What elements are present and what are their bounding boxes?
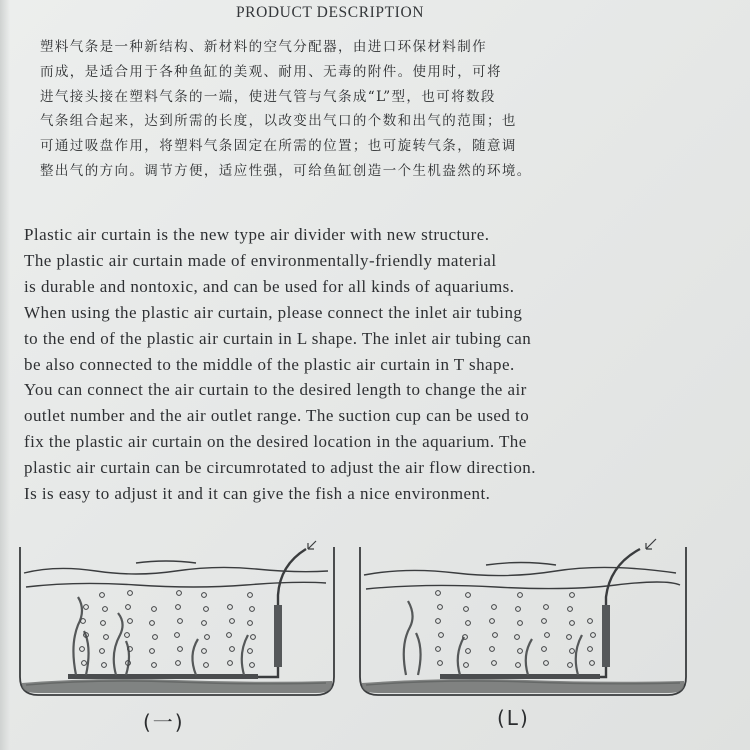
english-line: to the end of the plastic air curtain in L shape. The inlet air tubing can [24, 328, 532, 348]
english-line: fix the plastic air curtain on the desired location in the aquarium. The [24, 432, 527, 452]
english-line: When using the plastic air curtain, please connect the inlet air tubing [24, 302, 523, 322]
aquarium-diagram-l-shape [356, 535, 696, 700]
english-line: outlet number and the air outlet range. The suction cup can be used to [24, 406, 530, 426]
page-title: PRODUCT DESCRIPTION [235, 4, 425, 21]
english-line: is durable and nontoxic, and can be used for all kinds of aquariums. [24, 276, 515, 296]
chinese-line: 整出气的方向。调节方便，适应性强，可给鱼缸创造一个生机盎然的环境。 [40, 162, 532, 179]
diagram-label-l-shape: (L) [497, 706, 530, 730]
english-line: Plastic air curtain is the new type air divider with new structure. [24, 225, 490, 244]
english-line: You can connect the air curtain to the desired length to change the air [24, 380, 527, 400]
aquarium-diagram-straight [16, 535, 341, 700]
paper-edge-shadow [0, 0, 10, 750]
chinese-line: 可通过吸盘作用，将塑料气条固定在所需的位置；也可旋转气条，随意调 [40, 138, 517, 155]
chinese-line: 进气接头接在塑料气条的一端，使进气管与气条成“L”型，也可将数段 [40, 88, 496, 105]
diagram-label-straight: (一) [143, 710, 185, 734]
english-line: plastic air curtain can be circumrotated to adjust the air flow direction. [24, 458, 536, 478]
chinese-description [40, 35, 670, 184]
chinese-line: 气条组合起来，达到所需的长度，以改变出气口的个数和出气的范围；也 [40, 113, 517, 130]
english-line: be also connected to the middle of the plastic air curtain in T shape. [24, 354, 515, 374]
chinese-line: 而成，是适合用于各种鱼缸的美观、耐用、无毒的附件。使用时，可将 [40, 63, 502, 80]
english-description [24, 222, 704, 507]
english-line: The plastic air curtain made of environmentally-friendly material [24, 250, 497, 270]
english-line: Is is easy to adjust it and it can give the fish a nice environment. [24, 484, 491, 504]
chinese-line: 塑料气条是一种新结构、新材料的空气分配器，由进口环保材料制作 [40, 39, 487, 55]
